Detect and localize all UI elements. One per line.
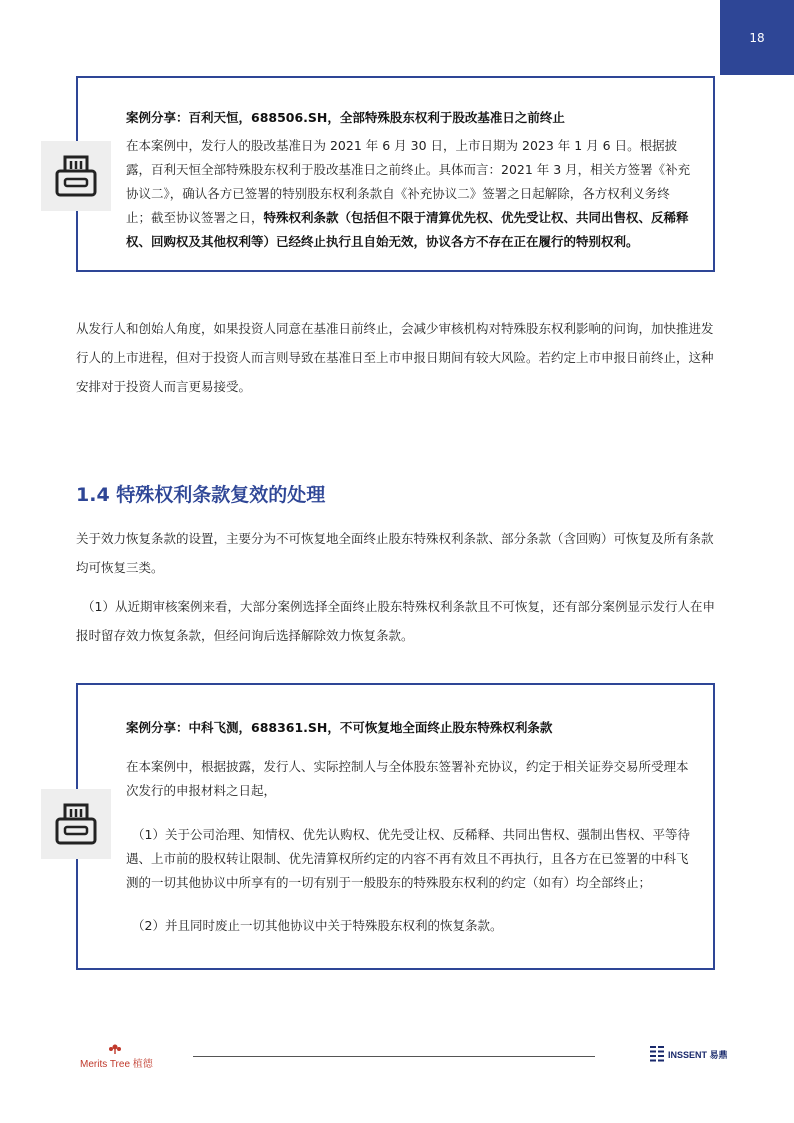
case-icon-box (41, 141, 111, 211)
case-title: 案例分享：百利天恒，688506.SH，全部特殊股东权利于股改基准日之前终止 (126, 110, 565, 125)
insight-mark-icon (650, 1046, 664, 1062)
page-number: 18 (749, 30, 765, 45)
paragraph-point-1: （1）从近期审核案例来看，大部分案例选择全面终止股东特殊权利条款且不可恢复，还有部分案例显示发行人在申报时留存效力恢复条款，但经问询后选择解除效力恢复条款。 (76, 599, 715, 643)
case-body-point-2: （2）并且同时废止一切其他协议中关于特殊股东权利的恢复条款。 (132, 918, 503, 933)
left-logo-text: Merits Tree 植德 (80, 1059, 153, 1070)
section-heading: 1.4 特殊权利条款复效的处理 (76, 484, 326, 506)
right-logo-text: INSSENT 易鼎 (668, 1050, 728, 1060)
case-icon-box (41, 789, 111, 859)
merits-tree-logo (80, 1044, 170, 1070)
printer-icon (53, 801, 99, 847)
case-title: 案例分享：中科飞测，688361.SH，不可恢复地全面终止股东特殊权利条款 (126, 720, 553, 735)
page-number-tab (720, 0, 794, 75)
case-body-text: 在本案例中，发行人的股改基准日为 2021 年 6 月 30 日，上市日期为 2023 年 1 月 6 日。根据披露，百利天恒全部特殊股东权利于股改基准日之前终止。具体而言：2021 年 3 月，相关方签署《补充协议二》，确认各方已签署的特别股东权利条款自《补充协议二》签署之日起解除，各方权利义务终止；截至协议签署之日， (126, 138, 691, 225)
printer-icon (53, 153, 99, 199)
footer-divider (193, 1056, 595, 1057)
case-box-2 (76, 683, 715, 970)
case-body (126, 134, 691, 254)
paragraph-investor-view: 从发行人和创始人角度，如果投资人同意在基准日前终止，会减少审核机构对特殊股东权利影响的问询，加快推进发行人的上市进程，但对于投资人而言则导致在基准日至上市申报日期间有较大风险。若约定上市申报日前终止，这种安排对于投资人而言更易接受。 (76, 321, 714, 394)
case-body-point-1: （1）关于公司治理、知情权、优先认购权、优先受让权、反稀释、共同出售权、强制出售权、平等待遇、上市前的股权转让限制、优先清算权所约定的内容不再有效且不再执行，且各方在已签署的中科飞测的一切其他协议中所享有的一切有别于一般股东的特殊股东权利的约定（如有）均全部终止； (126, 827, 690, 890)
case-body-intro: 在本案例中，根据披露，发行人、实际控制人与全体股东签署补充协议，约定于相关证券交易所受理本次发行的申报材料之日起， (126, 759, 689, 798)
tree-mark-icon (108, 1044, 122, 1054)
case-body-bold: 特殊权利条款（包括但不限于清算优先权、优先受让权、共同出售权、反稀释权、回购权及其他权利等）已经终止执行且自始无效，协议各方不存在正在履行的特别权利。 (126, 210, 689, 249)
case-box-1 (76, 76, 715, 272)
paragraph-intro: 关于效力恢复条款的设置，主要分为不可恢复地全面终止股东特殊权利条款、部分条款（含回购）可恢复及所有条款均可恢复三类。 (76, 531, 714, 575)
inssent-logo (650, 1044, 730, 1066)
